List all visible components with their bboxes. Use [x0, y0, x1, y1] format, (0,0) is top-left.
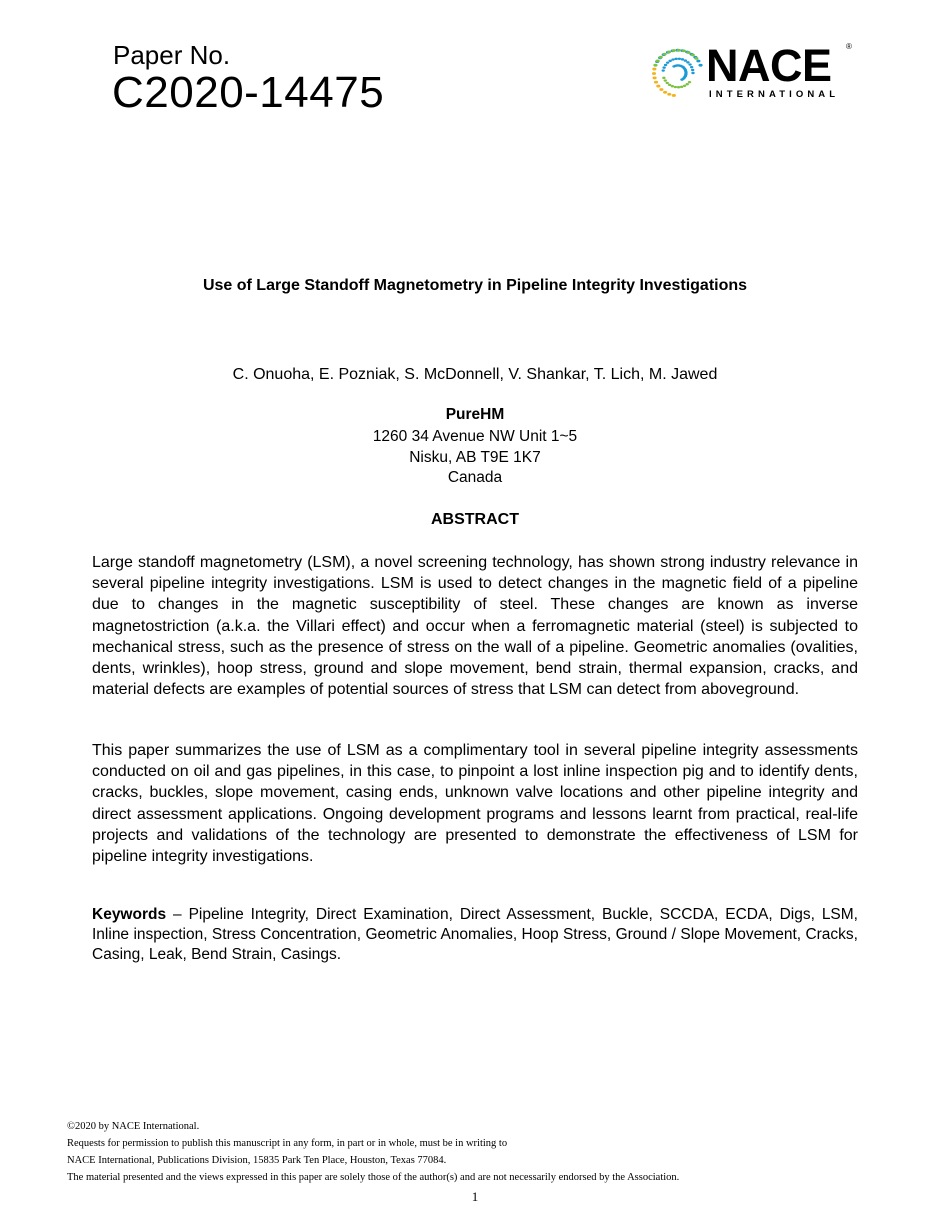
footer-disclaimer-line: The material presented and the views expressed in this paper are solely those of the author(s) and are not necessarily endorsed by the Association.: [67, 1172, 680, 1183]
logo-dot: [656, 85, 660, 88]
logo-dot: [677, 86, 680, 88]
abstract-paragraph-2: This paper summarizes the use of LSM as a complimentary tool in several pipeline integrity assessments conducted on oil and gas pipelines, in this case, to pinpoint a lost inline inspection pig and to identify dents, cracks, buckles, slope movement, casing ends, unknown valve locations and other pipeline integrity and direct assessment applications. Ongoing development programs and lessons learnt from practical, real-life projects and validations of the technology are presented to demonstrate the effectiveness of LSM for pipeline integrity investigations.: [92, 742, 858, 866]
logo-dot: [667, 93, 671, 96]
logo-dot: [654, 81, 658, 84]
logo-dot: [698, 64, 702, 67]
keywords: [92, 905, 858, 965]
logo-dot: [684, 59, 687, 61]
logo-dot: [672, 49, 676, 52]
logo-dot: [666, 61, 669, 63]
logo-dot: [664, 64, 667, 66]
paper-number: C2020-14475: [112, 68, 385, 117]
logo-dot: [662, 77, 665, 79]
logo-dot: [659, 88, 663, 91]
logo-dot: [652, 68, 656, 71]
affiliation-address-line1: 1260 34 Avenue NW Unit 1~5: [372, 428, 578, 445]
logo-dot: [664, 79, 667, 81]
logo-dot: [686, 83, 689, 85]
authors: C. Onuoha, E. Pozniak, S. McDonnell, V. Shankar, T. Lich, M. Jawed: [232, 366, 718, 383]
affiliation-org: PureHM: [445, 406, 505, 423]
footer-address-line: NACE International, Publications Division, 15835 Park Ten Place, Houston, Texas 77084.: [67, 1155, 447, 1166]
logo-dot: [686, 51, 690, 54]
logo-dot: [678, 58, 681, 60]
footer-permission-line: Requests for permission to publish this manuscript in any form, in part or in whole, must be in writing to: [67, 1138, 508, 1149]
logo-dot: [662, 69, 665, 71]
logo-dot: [667, 50, 671, 53]
logo-dot: [680, 78, 683, 80]
logo-dot: [686, 61, 689, 63]
logo-dot: [674, 58, 677, 60]
abstract-paragraph-1: Large standoff magnetometry (LSM), a novel screening technology, has shown strong industry relevance in several pipeline integrity investigations. LSM is used to detect changes in the magnetic field of a pipeline due to changes in the magnetic susceptibility of steel. These changes are known as inverse magnetostriction (a.k.a. the Villari effect) and occur when a ferromagnetic material (steel) is subjected to mechanical stress, such as the presence of stress on the wall of a pipeline. Geometric anomalies (ovalities, dents, wrinkles), hoop stress, ground and slope movement, bend strain, thermal expansion, cracks, and material defects are examples of potential sources of stress that LSM can detect from aboveground.: [92, 554, 858, 699]
logo-dot: [696, 60, 700, 63]
logo-dot: [694, 57, 698, 60]
logo-dot: [652, 77, 656, 80]
logo-dot: [683, 85, 686, 87]
logo-dot: [682, 49, 686, 52]
abstract-heading: ABSTRACT: [431, 511, 519, 528]
logo-dot: [671, 85, 674, 87]
logo-dot: [659, 56, 663, 59]
logo-dot: [674, 86, 677, 88]
logo-dot: [688, 81, 691, 83]
logo-dot: [663, 91, 667, 94]
logo-dot: [656, 60, 660, 63]
logo-dot: [691, 54, 695, 57]
affiliation-address-line2: Nisku, AB T9E 1K7: [409, 449, 541, 466]
logo-dot: [677, 49, 681, 52]
logo-dot: [662, 53, 666, 56]
logo-dot: [652, 72, 656, 75]
logo-dot: [668, 84, 671, 86]
logo-dot: [691, 69, 694, 71]
page-number: 1: [471, 1189, 479, 1204]
logo-registered-mark: ®: [846, 42, 852, 51]
logo-dot: [653, 64, 657, 67]
logo-dot: [672, 94, 676, 97]
paper-number-label: Paper No.: [113, 40, 231, 70]
logo-dot: [662, 66, 665, 68]
logo-dot: [671, 58, 674, 60]
logo-dot: [666, 82, 669, 84]
logo-dot: [691, 72, 694, 74]
logo-dot: [690, 66, 693, 68]
affiliation-country: Canada: [447, 469, 503, 486]
logo-dot: [688, 63, 691, 65]
logo-subtitle: INTERNATIONAL: [709, 89, 840, 100]
logo-dot: [681, 58, 684, 60]
paper-title: Use of Large Standoff Magnetometry in Pipeline Integrity Investigations: [202, 277, 748, 294]
logo-wordmark: NACE: [706, 40, 832, 91]
logo-dot: [668, 60, 671, 62]
keywords-text: – Pipeline Integrity, Direct Examination, Direct Assessment, Buckle, SCCDA, ECDA, Digs, LSM, Inline inspection, Stress Concentration, Geometric Anomalies, Hoop Stress, Ground / Slope Movement, Cracks, Casing, Leak, Bend Strain, Casings.: [92, 906, 858, 963]
keywords-label: Keywords: [92, 906, 167, 923]
logo-dot: [680, 86, 683, 88]
copyright-line: ©2020 by NACE International.: [67, 1121, 200, 1132]
